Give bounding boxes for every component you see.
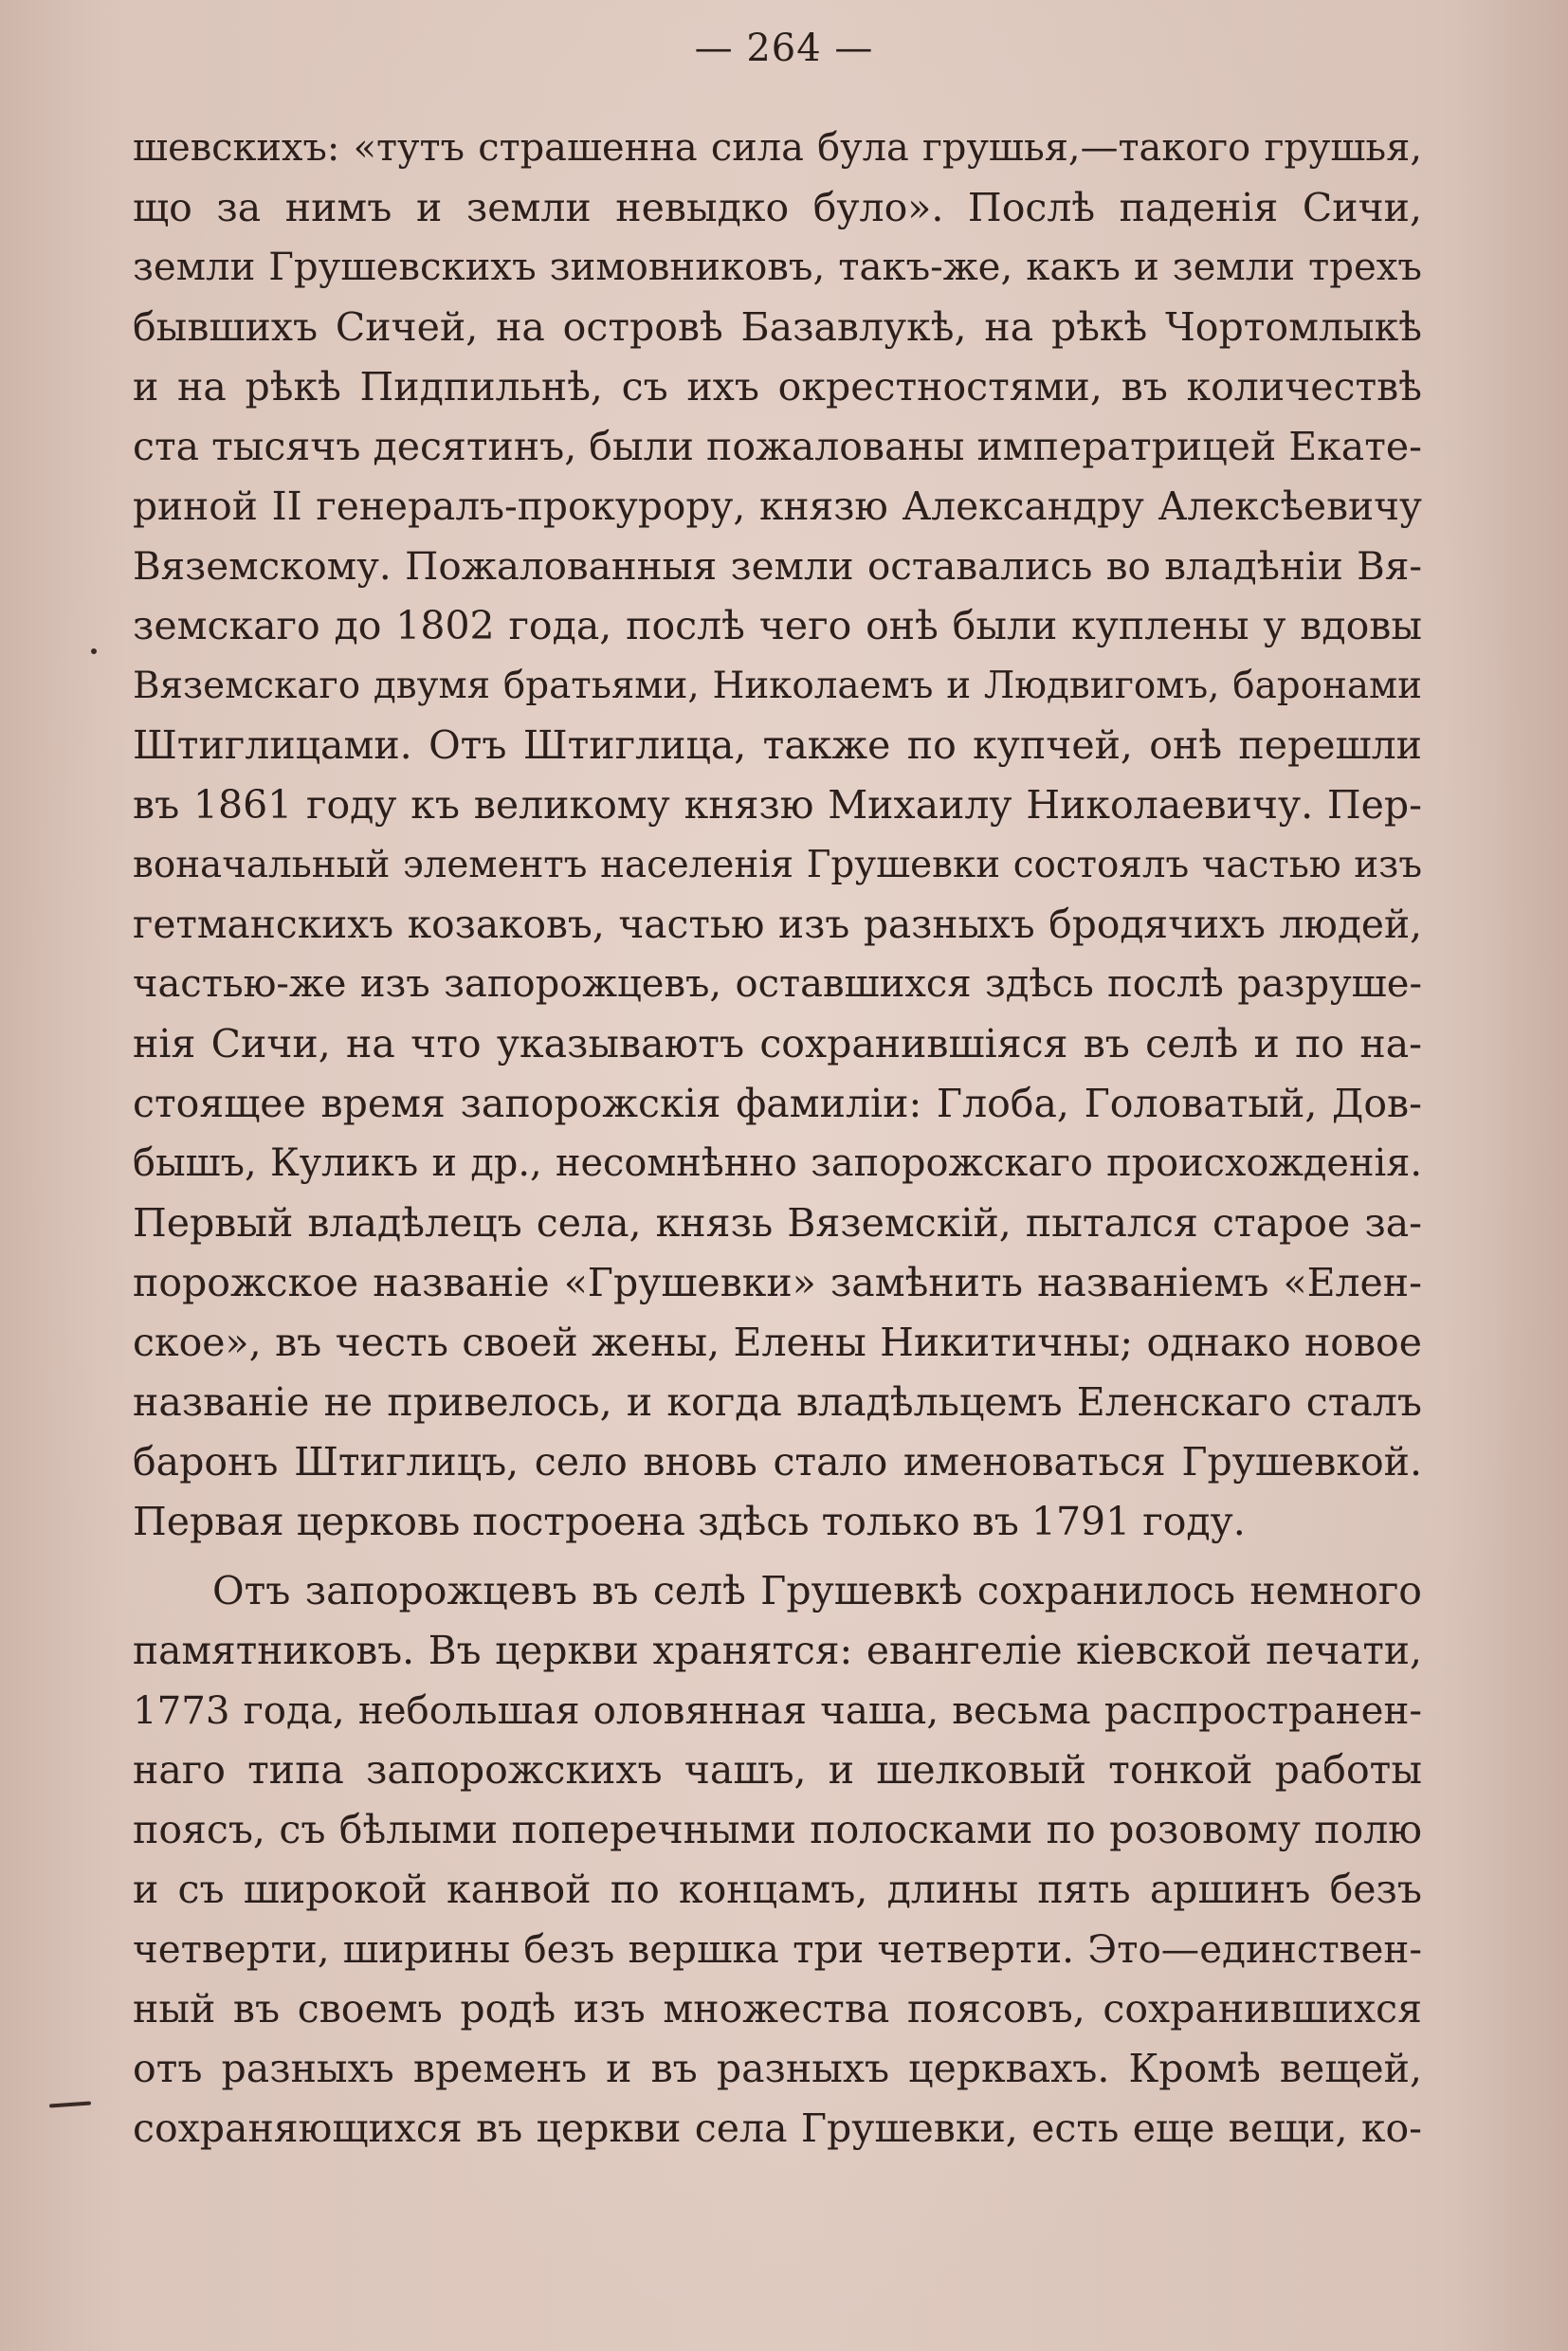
body-text xyxy=(133,118,1422,2159)
text-line: сохраняющихся въ церкви села Грушевки, есть еще вещи, ко- xyxy=(133,2105,1422,2151)
text-line: Штиглицами. Отъ Штиглица, также по купчей, онѣ перешли xyxy=(133,722,1422,768)
text-line: нія Сичи, на что указываютъ сохранившіяся въ селѣ и по на- xyxy=(133,1021,1422,1066)
text-line: що за нимъ и земли невыдко було». Послѣ паденія Сичи, xyxy=(133,185,1422,230)
paragraph-2 xyxy=(133,1561,1422,2159)
text-line: и на рѣкѣ Пидпильнѣ, съ ихъ окрестностями, въ количествѣ xyxy=(133,364,1422,410)
text-line: отъ разныхъ временъ и въ разныхъ церквахъ. Кромѣ вещей, xyxy=(133,2046,1422,2091)
text-line: названіе не привелось, и когда владѣльцемъ Еленскаго сталъ xyxy=(133,1379,1422,1425)
text-line: воначальный элементъ населенія Грушевки состоялъ частью изъ xyxy=(133,844,1422,886)
text-line: шевскихъ: «тутъ страшенна сила була грушья,—такого грушья, xyxy=(133,126,1422,170)
text-line: поясъ, съ бѣлыми поперечными полосками по розовому полю xyxy=(133,1807,1422,1852)
text-line: риной II генералъ-прокурору, князю Александру Алексѣевичу xyxy=(133,483,1422,529)
text-line: частью-же изъ запорожцевъ, оставшихся здѣсь послѣ разруше- xyxy=(133,962,1422,1006)
text-line: наго типа запорожскихъ чашъ, и шелковый тонкой работы xyxy=(133,1747,1422,1793)
text-line: четверти, ширины безъ вершка три четверти. Это—единствен- xyxy=(133,1926,1422,1972)
text-line: земли Грушевскихъ зимовниковъ, такъ-же, какъ и земли трехъ xyxy=(133,246,1422,289)
text-line: стоящее время запорожскія фамиліи: Глоба, Головатый, Дов- xyxy=(133,1081,1422,1126)
text-line: гетманскихъ козаковъ, частью изъ разныхъ бродячихъ людей, xyxy=(133,902,1422,947)
text-line: и съ широкой канвой по концамъ, длины пять аршинъ безъ xyxy=(133,1867,1422,1912)
margin-dot-mark xyxy=(91,648,97,654)
text-line: Вяземскому. Пожалованныя земли оставались во владѣніи Вя- xyxy=(133,543,1422,589)
text-line: бышъ, Куликъ и др., несомнѣнно запорожскаго происхожденія. xyxy=(133,1141,1422,1185)
text-line: въ 1861 году къ великому князю Михаилу Николаевичу. Пер- xyxy=(133,782,1422,828)
text-line: Первая церковь построена здѣсь только въ 1791 году. xyxy=(133,1499,1246,1544)
text-line: Первый владѣлецъ села, князь Вяземскій, пытался старое за- xyxy=(133,1200,1422,1246)
page-number: — 264 — xyxy=(694,27,874,70)
text-line: ный въ своемъ родѣ изъ множества поясовъ, сохранившихся xyxy=(133,1986,1422,2032)
text-line: ское», въ честь своей жены, Елены Никитичны; однако новое xyxy=(133,1320,1422,1365)
text-line: бывшихъ Сичей, на островѣ Базавлукѣ, на рѣкѣ Чортомлыкѣ xyxy=(133,304,1422,350)
margin-dash-mark xyxy=(49,2101,91,2107)
text-line: Вяземскаго двумя братьями, Николаемъ и Людвигомъ, баронами xyxy=(133,665,1422,707)
text-line: порожское названіе «Грушевки» замѣнить названіемъ «Елен- xyxy=(133,1260,1422,1305)
text-line: ста тысячъ десятинъ, были пожалованы императрицей Екате- xyxy=(133,424,1422,469)
paragraph-spacer xyxy=(133,1552,1422,1561)
text-line: Отъ запорожцевъ въ селѣ Грушевкѣ сохранилось немного xyxy=(212,1568,1422,1613)
paragraph-1 xyxy=(133,118,1422,1552)
text-line: земскаго до 1802 года, послѣ чего онѣ были куплены у вдовы xyxy=(133,603,1422,648)
text-line: баронъ Штиглицъ, село вновь стало именоваться Грушевкой. xyxy=(133,1439,1422,1485)
text-line: памятниковъ. Въ церкви хранятся: евангеліе кіевской печати, xyxy=(133,1628,1422,1673)
text-line: 1773 года, небольшая оловянная чаша, весьма распространен- xyxy=(133,1688,1422,1733)
